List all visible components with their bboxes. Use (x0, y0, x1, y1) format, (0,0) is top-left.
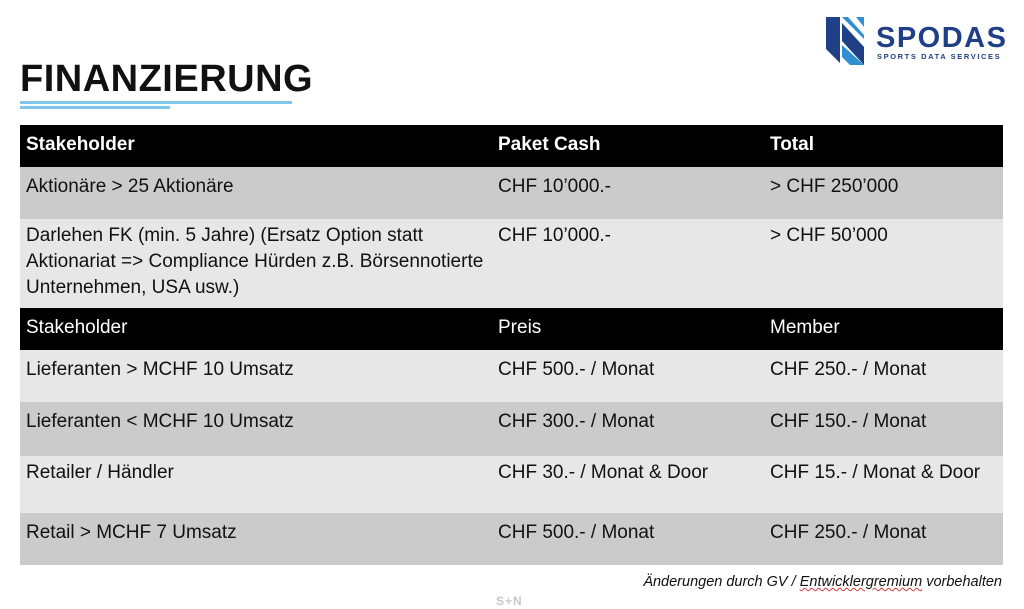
page-title: FINANZIERUNG (20, 58, 314, 100)
table-cell: Lieferanten < MCHF 10 Umsatz (20, 402, 492, 456)
header-preis: Preis (492, 308, 764, 350)
spodas-logo-icon (826, 17, 864, 65)
logo-name: SPODAS (876, 22, 1008, 54)
table-cell: Aktionäre > 25 Aktionäre (20, 167, 492, 219)
header-stakeholder: Stakeholder (20, 308, 492, 350)
table-row (20, 456, 1003, 513)
table-cell: CHF 10’000.- (492, 219, 764, 308)
logo-subtitle: SPORTS DATA SERVICES (877, 52, 1002, 61)
table-cell: Lieferanten > MCHF 10 Umsatz (20, 350, 492, 402)
note-suffix: vorbehalten (922, 574, 1002, 590)
header-member: Member (764, 308, 1003, 350)
note-prefix: Änderungen durch GV / (643, 574, 800, 590)
table-row (20, 219, 1003, 308)
table-row (20, 350, 1003, 402)
table-cell: Retail > MCHF 7 Umsatz (20, 513, 492, 565)
table-cell: CHF 10’000.- (492, 167, 764, 219)
note-spellcheck-word: Entwicklergremium (799, 574, 923, 590)
table-row (20, 513, 1003, 565)
table-cell: CHF 300.- / Monat (492, 402, 764, 456)
table-cell: CHF 500.- / Monat (492, 350, 764, 402)
table-cell: CHF 250.- / Monat (764, 513, 1003, 565)
table-header-row (20, 125, 1003, 167)
table-header-row (20, 308, 1003, 350)
table-cell: CHF 500.- / Monat (492, 513, 764, 565)
title-underline (20, 101, 292, 104)
table-cell: Retailer / Händler (20, 456, 492, 513)
disclaimer-note (643, 574, 1002, 590)
table-row (20, 402, 1003, 456)
table-cell: CHF 15.- / Monat & Door (764, 456, 1003, 513)
table-cell: > CHF 50’000 (764, 219, 1003, 308)
table-cell: Darlehen FK (min. 5 Jahre) (Ersatz Option statt Aktionariat => Compliance Hürden z.B. Börsennotierte Unternehmen, USA usw.) (20, 219, 492, 308)
spodas-logo (826, 17, 1006, 65)
title-underline-short (20, 106, 170, 109)
table-cell: CHF 250.- / Monat (764, 350, 1003, 402)
table-cell: CHF 150.- / Monat (764, 402, 1003, 456)
table-cell: CHF 30.- / Monat & Door (492, 456, 764, 513)
header-total: Total (764, 125, 1003, 167)
financing-table (20, 125, 1003, 565)
header-paket-cash: Paket Cash (492, 125, 764, 167)
table-row (20, 167, 1003, 219)
header-stakeholder: Stakeholder (20, 125, 492, 167)
footer-mark: S+N (496, 594, 523, 608)
table-cell: > CHF 250’000 (764, 167, 1003, 219)
